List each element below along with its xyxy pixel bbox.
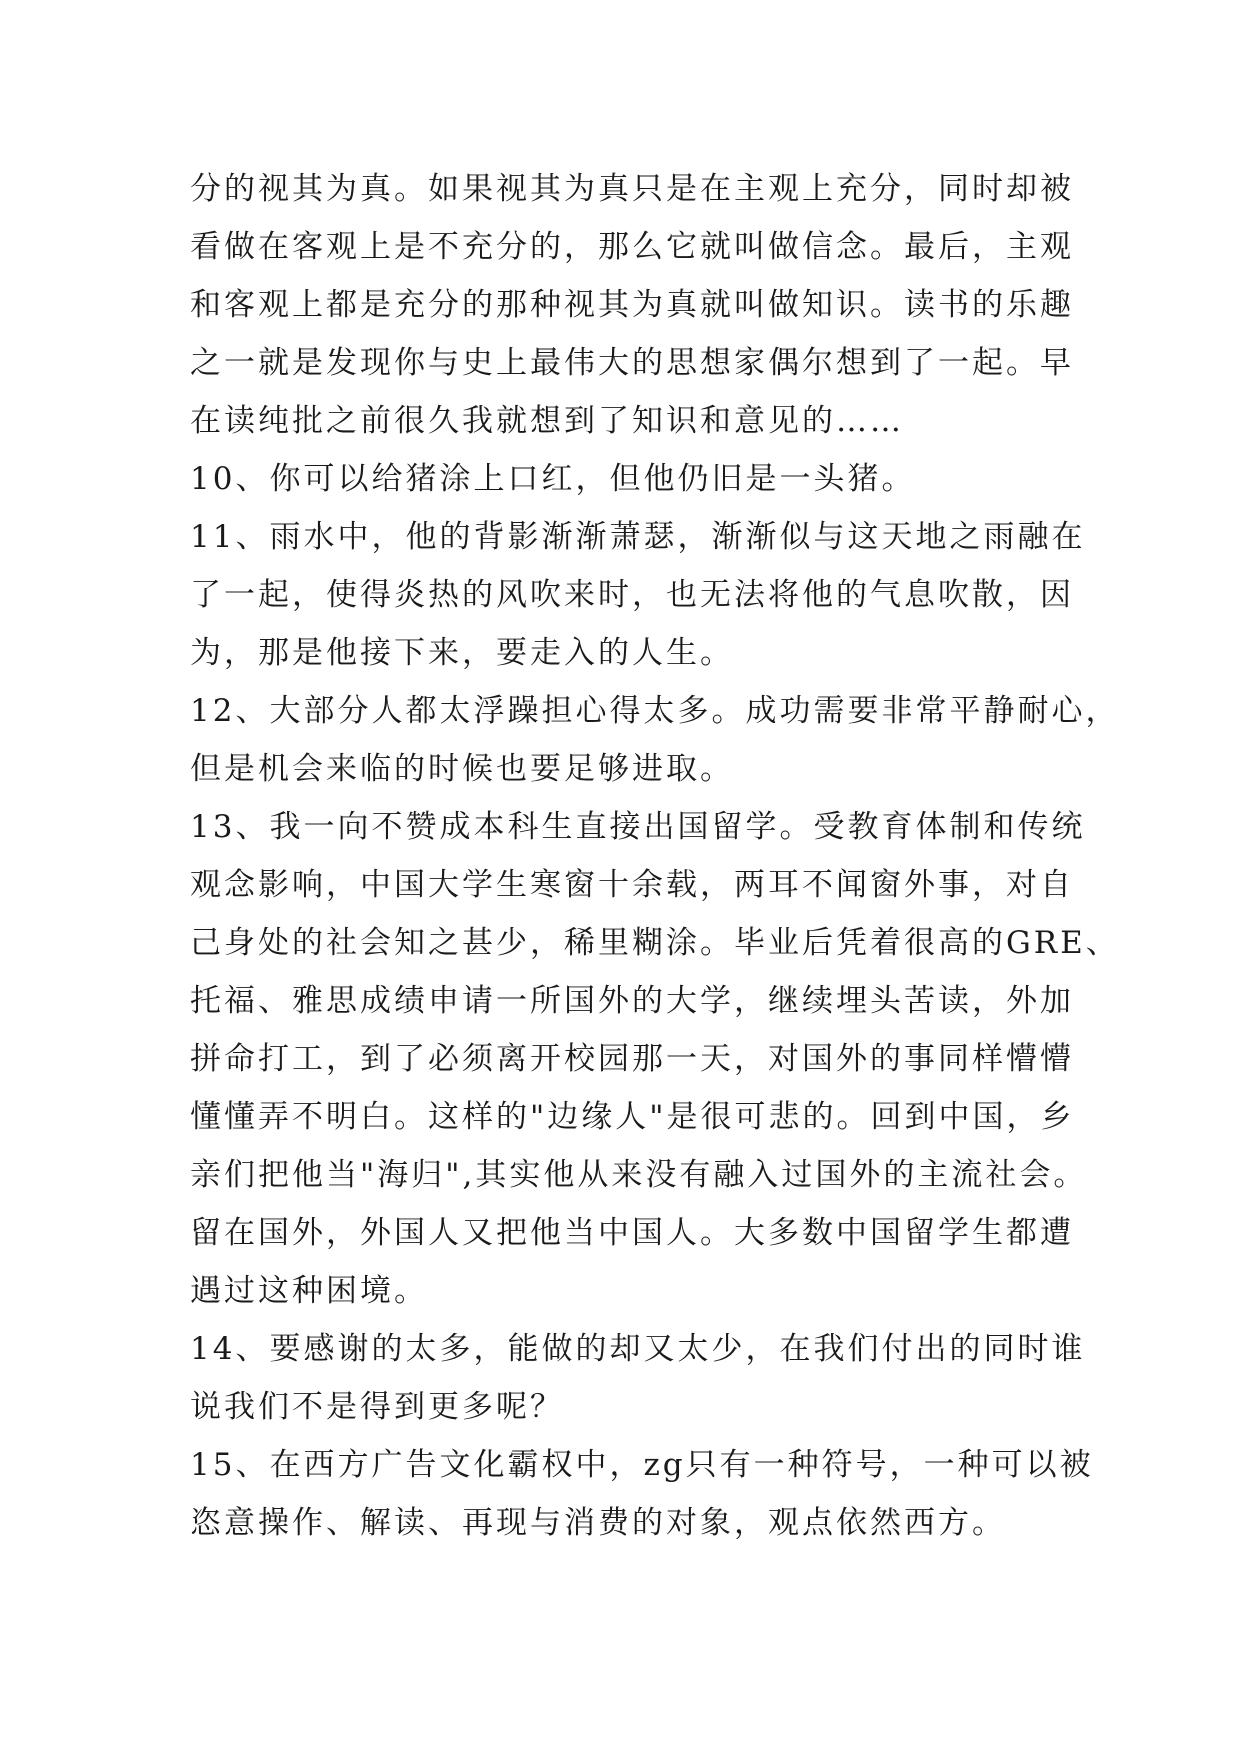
text-line: 13、我一向不赞成本科生直接出国留学。受教育体制和传统 — [190, 809, 1086, 845]
text-line: 为，那是他接下来，要走入的人生。 — [190, 635, 734, 671]
text-line: 之一就是发现你与史上最伟大的思想家偶尔想到了一起。早 — [190, 345, 1074, 381]
text-line: 亲们把他当"海归",其实他从来没有融入过国外的主流社会。 — [190, 1157, 1088, 1193]
text-line: 和客观上都是充分的那种视其为真就叫做知识。读书的乐趣 — [190, 287, 1074, 323]
text-line: 14、要感谢的太多，能做的却又太少，在我们付出的同时谁 — [190, 1331, 1086, 1367]
text-line: 在读纯批之前很久我就想到了知识和意见的…… — [190, 403, 904, 439]
text-line: 看做在客观上是不充分的，那么它就叫做信念。最后，主观 — [190, 229, 1074, 265]
text-line: 拼命打工，到了必须离开校园那一天，对国外的事同样懵懵 — [190, 1041, 1074, 1077]
text-line: 15、在西方广告文化霸权中，zg只有一种符号，一种可以被 — [190, 1447, 1094, 1483]
text-line: 10、你可以给猪涂上口红，但他仍旧是一头猪。 — [190, 461, 916, 497]
text-line: 但是机会来临的时候也要足够进取。 — [190, 751, 734, 787]
text-line: 懂懂弄不明白。这样的"边缘人"是很可悲的。回到中国，乡 — [190, 1099, 1075, 1135]
text-line: 分的视其为真。如果视其为真只是在主观上充分，同时却被 — [190, 171, 1074, 207]
text-line: 留在国外，外国人又把他当中国人。大多数中国留学生都遭 — [190, 1215, 1074, 1251]
document-body — [190, 160, 1120, 1552]
text-line: 观念影响，中国大学生寒窗十余载，两耳不闻窗外事，对自 — [190, 867, 1074, 903]
text-line: 恣意操作、解读、再现与消费的对象，观点依然西方。 — [190, 1505, 1006, 1541]
text-line: 托福、雅思成绩申请一所国外的大学，继续埋头苦读，外加 — [190, 983, 1074, 1019]
text-line: 说我们不是得到更多呢？ — [190, 1389, 564, 1425]
text-line: 11、雨水中，他的背影渐渐萧瑟，渐渐似与这天地之雨融在 — [190, 519, 1086, 555]
text-line: 了一起，使得炎热的风吹来时，也无法将他的气息吹散，因 — [190, 577, 1074, 613]
text-line: 己身处的社会知之甚少，稀里糊涂。毕业后凭着很高的GRE、 — [190, 925, 1120, 961]
text-line: 12、大部分人都太浮躁担心得太多。成功需要非常平静耐心， — [190, 693, 1120, 729]
text-line: 遇过这种困境。 — [190, 1273, 428, 1309]
